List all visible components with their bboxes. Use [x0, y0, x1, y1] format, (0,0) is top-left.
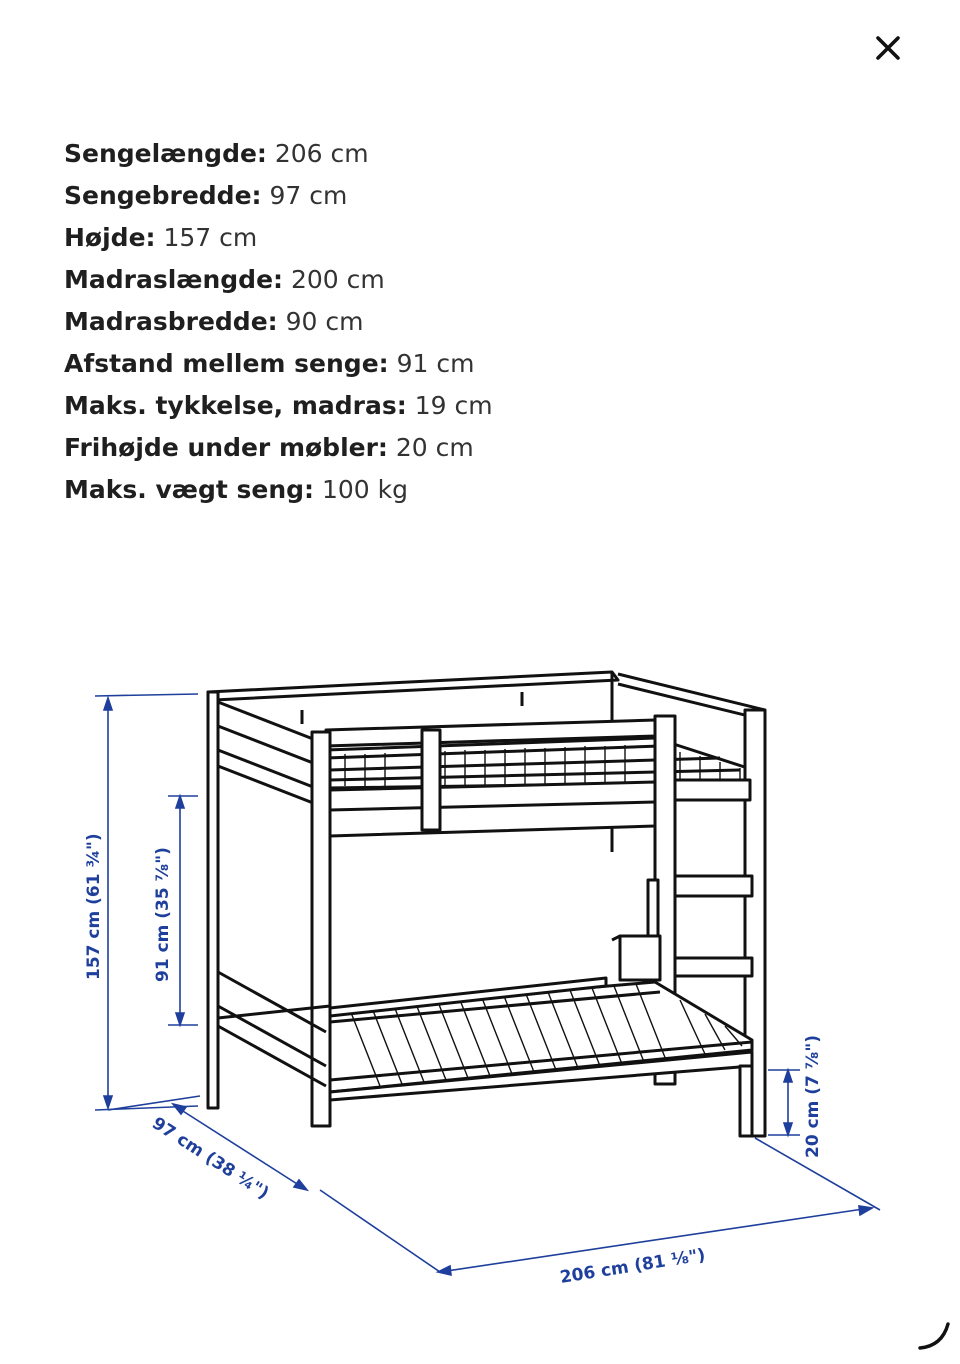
spec-label: Maks. tykkelse, madras: — [64, 391, 407, 420]
close-button[interactable] — [862, 22, 914, 74]
spec-bed-width — [64, 175, 764, 217]
resize-corner-icon — [912, 1312, 956, 1356]
spec-mattress-length — [64, 259, 764, 301]
bunk-bed-dimension-diagram — [0, 640, 960, 1360]
spec-max-mattress-thickness — [64, 385, 764, 427]
spec-value: 91 cm — [388, 349, 475, 378]
spec-value: 200 cm — [283, 265, 385, 294]
height-dimension-label: 157 cm (61 ¾") — [84, 833, 104, 980]
spec-value: 19 cm — [406, 391, 493, 420]
spec-max-weight — [64, 469, 764, 511]
spec-value: 206 cm — [266, 139, 369, 168]
resize-handle[interactable] — [912, 1312, 956, 1356]
spec-label: Frihøjde under møbler: — [64, 433, 388, 462]
spec-value: 90 cm — [277, 307, 364, 336]
spec-label: Maks. vægt seng: — [64, 475, 315, 504]
bunk-bed-illustration — [208, 672, 765, 1136]
spec-label: Sengebredde: — [64, 181, 262, 210]
spec-value: 97 cm — [261, 181, 348, 210]
spec-label: Højde: — [64, 223, 156, 252]
width-dimension-label: 97 cm (38 ¼") — [148, 1113, 273, 1204]
gap-dimension-label: 91 cm (35 ⅞") — [153, 847, 173, 982]
spec-mattress-width — [64, 301, 764, 343]
product-specifications — [64, 133, 764, 511]
length-dimension-label: 206 cm (81 ⅛") — [558, 1245, 707, 1288]
spec-label: Sengelængde: — [64, 139, 267, 168]
bunk-bed-drawing — [0, 640, 960, 1360]
close-icon — [873, 33, 903, 63]
spec-label: Madraslængde: — [64, 265, 284, 294]
spec-clearance-under-furniture — [64, 427, 764, 469]
spec-value: 20 cm — [387, 433, 474, 462]
spec-distance-between-beds — [64, 343, 764, 385]
clearance-dimension-label: 20 cm (7 ⅞") — [803, 1034, 823, 1158]
spec-value: 157 cm — [155, 223, 258, 252]
spec-label: Madrasbredde: — [64, 307, 278, 336]
spec-bed-length — [64, 133, 764, 175]
spec-value: 100 kg — [314, 475, 408, 504]
spec-label: Afstand mellem senge: — [64, 349, 389, 378]
spec-height — [64, 217, 764, 259]
